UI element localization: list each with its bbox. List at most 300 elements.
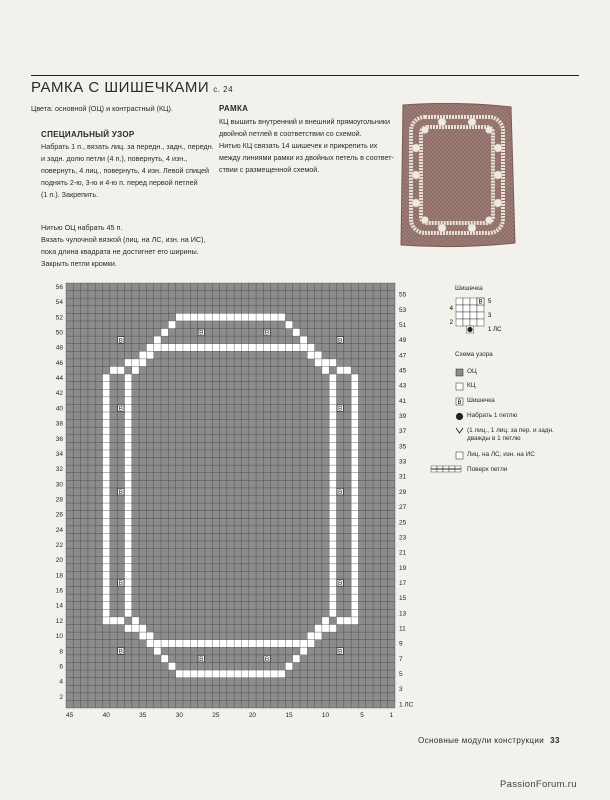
contrast-stitch-cell — [241, 640, 248, 648]
contrast-stitch-cell — [124, 488, 131, 496]
row-number-left: 52 — [55, 314, 63, 322]
contrast-stitch-cell — [205, 344, 212, 352]
contrast-stitch-cell — [315, 625, 322, 633]
contrast-stitch-cell — [190, 640, 197, 648]
contrast-stitch-cell — [293, 640, 300, 648]
contrast-stitch-cell — [124, 625, 131, 633]
legend-label-over-stitches: Поверх петли — [467, 466, 508, 473]
legend-label-increase — [467, 427, 554, 443]
bobble-mini-cell — [470, 305, 477, 312]
contrast-stitch-cell — [176, 670, 183, 678]
contrast-stitch-cell — [124, 541, 131, 549]
contrast-stitch-cell — [285, 344, 292, 352]
contrast-stitch-cell — [322, 366, 329, 374]
contrast-stitch-cell — [176, 640, 183, 648]
contrast-stitch-cell — [124, 579, 131, 587]
contrast-stitch-cell — [168, 640, 175, 648]
row-number-right: 49 — [399, 337, 407, 345]
contrast-stitch-cell — [329, 587, 336, 595]
title-text: РАМКА С ШИШЕЧКАМИ — [31, 79, 210, 96]
contrast-stitch-cell — [300, 344, 307, 352]
stitch-number-bottom: 1 — [389, 712, 394, 719]
contrast-stitch-cell — [329, 389, 336, 397]
frame-line: Нитью КЦ связать 14 шишечек и прикрепить их — [219, 141, 378, 150]
contrast-stitch-cell — [124, 511, 131, 519]
contrast-stitch-cell — [307, 351, 314, 359]
contrast-stitch-cell — [351, 503, 358, 511]
bobble-mini-cell — [463, 319, 470, 326]
contrast-stitch-cell — [220, 670, 227, 678]
knit-symbol-swatch — [456, 452, 463, 459]
contrast-stitch-cell — [161, 344, 168, 352]
row-number-right: 11 — [399, 625, 406, 633]
contrast-stitch-cell — [351, 579, 358, 587]
bobble-mini-cell — [463, 305, 470, 312]
contrast-stitch-cell — [103, 412, 110, 420]
contrast-stitch-cell — [351, 435, 358, 443]
row-number-left: 40 — [55, 405, 63, 413]
contrast-stitch-cell — [212, 670, 219, 678]
bobble-mini-cell — [456, 312, 463, 319]
contrast-stitch-cell — [103, 556, 110, 564]
contrast-stitch-cell — [183, 640, 190, 648]
contrast-stitch-cell — [329, 579, 336, 587]
contrast-stitch-cell — [103, 450, 110, 458]
contrast-stitch-cell — [300, 640, 307, 648]
bobble-legend-title: Шишечка — [455, 285, 483, 292]
contrast-stitch-cell — [351, 427, 358, 435]
contrast-stitch-cell — [315, 632, 322, 640]
legend-label-increase-line: дважды в 1 петлю — [467, 435, 521, 442]
contrast-stitch-cell — [329, 488, 336, 496]
bobble-mini-cell — [477, 319, 484, 326]
row-number-left: 44 — [55, 375, 63, 383]
contrast-stitch-cell — [329, 458, 336, 466]
contrast-stitch-cell — [146, 632, 153, 640]
contrast-stitch-cell — [351, 397, 358, 405]
contrast-stitch-cell — [103, 427, 110, 435]
row-number-right: 25 — [399, 519, 407, 527]
contrast-stitch-cell — [271, 670, 278, 678]
row-number-right: 29 — [399, 488, 407, 496]
row-number-left: 10 — [55, 633, 63, 641]
contrast-stitch-cell — [351, 458, 358, 466]
contrast-stitch-cell — [124, 389, 131, 397]
contrast-stitch-cell — [168, 321, 175, 329]
instruction-line: пока длина квадрата не достигнет его ширины. — [41, 247, 199, 256]
contrast-stitch-cell — [351, 602, 358, 610]
special-line: повернуть, 4 лиц., повернуть, 4 изн. Левой спицей — [41, 166, 210, 175]
contrast-stitch-cell — [103, 473, 110, 481]
bobble-mini-cell — [470, 319, 477, 326]
scheme-legend-title: Схема узора — [455, 351, 493, 358]
contrast-stitch-cell — [124, 587, 131, 595]
legend-label-cast-on: Набрать 1 петлю — [467, 412, 518, 419]
contrast-stitch-cell — [198, 640, 205, 648]
row-number-right: 13 — [399, 610, 407, 618]
contrast-stitch-cell — [212, 313, 219, 321]
legend-label-increase-line: (1 лиц., 1 лиц. за пер. и задн. — [467, 427, 554, 434]
bobble-row-label: 4 — [449, 306, 453, 313]
contrast-stitch-cell — [103, 571, 110, 579]
contrast-stitch-cell — [241, 670, 248, 678]
bobble-mark-label: B — [337, 489, 343, 497]
row-number-right: 27 — [399, 504, 407, 512]
contrast-stitch-cell — [249, 344, 256, 352]
row-number-left: 38 — [55, 420, 63, 428]
contrast-stitch-cell — [351, 526, 358, 534]
contrast-stitch-cell — [124, 397, 131, 405]
contrast-stitch-cell — [307, 640, 314, 648]
contrast-color-swatch — [456, 383, 463, 390]
contrast-stitch-cell — [132, 359, 139, 367]
bobble-mini-cell — [456, 305, 463, 312]
contrast-stitch-cell — [103, 480, 110, 488]
contrast-stitch-cell — [103, 617, 110, 625]
contrast-stitch-cell — [271, 640, 278, 648]
contrast-stitch-cell — [256, 670, 263, 678]
contrast-stitch-cell — [154, 344, 161, 352]
contrast-stitch-cell — [161, 655, 168, 663]
contrast-stitch-cell — [103, 496, 110, 504]
row-number-right: 53 — [399, 306, 407, 314]
contrast-stitch-cell — [351, 374, 358, 382]
contrast-stitch-cell — [103, 389, 110, 397]
stitch-number-bottom: 30 — [175, 712, 183, 719]
row-number-left: 46 — [55, 359, 63, 367]
contrast-stitch-cell — [198, 344, 205, 352]
contrast-stitch-cell — [263, 344, 270, 352]
cast-on-mini-icon — [467, 327, 472, 332]
special-line: поднять 2-ю, 3-ю и 4-ю п. перед первой петлей — [41, 178, 198, 187]
watermark: PassionForum.ru — [500, 779, 577, 790]
contrast-stitch-cell — [110, 366, 117, 374]
contrast-stitch-cell — [117, 366, 124, 374]
contrast-stitch-cell — [132, 366, 139, 374]
contrast-stitch-cell — [351, 488, 358, 496]
contrast-stitch-cell — [132, 625, 139, 633]
stitch-number-bottom: 20 — [248, 712, 257, 719]
contrast-stitch-cell — [351, 518, 358, 526]
contrast-stitch-cell — [322, 625, 329, 633]
colors-text: основной (ОЦ) и контрастный (КЦ). — [55, 104, 173, 113]
contrast-stitch-cell — [329, 427, 336, 435]
special-line: и задн. долю петли (4 п.), повернуть, 4 изн., — [41, 154, 188, 163]
contrast-stitch-cell — [124, 473, 131, 481]
stitch-number-bottom: 5 — [360, 712, 364, 719]
bobble-mini-cell — [477, 312, 484, 319]
bobble-mark-label: B — [118, 405, 124, 413]
row-number-left: 20 — [55, 557, 63, 565]
contrast-stitch-cell — [271, 313, 278, 321]
bobble-mark-label: B — [264, 656, 270, 664]
contrast-stitch-cell — [278, 640, 285, 648]
contrast-stitch-cell — [103, 549, 110, 557]
contrast-stitch-cell — [329, 564, 336, 572]
contrast-stitch-cell — [103, 587, 110, 595]
contrast-stitch-cell — [205, 313, 212, 321]
contrast-stitch-cell — [256, 344, 263, 352]
contrast-stitch-cell — [103, 397, 110, 405]
contrast-stitch-cell — [124, 503, 131, 511]
contrast-stitch-cell — [329, 526, 336, 534]
contrast-stitch-cell — [329, 397, 336, 405]
contrast-stitch-cell — [103, 435, 110, 443]
contrast-stitch-cell — [315, 351, 322, 359]
row-number-left: 22 — [55, 542, 63, 550]
row-number-left: 36 — [55, 435, 63, 443]
contrast-stitch-cell — [103, 526, 110, 534]
frame-line: двойной петлей в соответствии со схемой. — [219, 129, 362, 138]
bobble-mark-label: B — [199, 329, 204, 337]
contrast-stitch-cell — [344, 366, 351, 374]
contrast-stitch-cell — [139, 351, 146, 359]
contrast-stitch-cell — [124, 412, 131, 420]
contrast-stitch-cell — [249, 670, 256, 678]
increase-symbol — [456, 428, 463, 433]
bobble-mini-cell — [463, 298, 470, 305]
contrast-stitch-cell — [124, 556, 131, 564]
row-number-right: 15 — [399, 595, 407, 603]
contrast-stitch-cell — [278, 670, 285, 678]
contrast-stitch-cell — [124, 602, 131, 610]
contrast-stitch-cell — [110, 617, 117, 625]
contrast-stitch-cell — [351, 420, 358, 428]
contrast-stitch-cell — [329, 571, 336, 579]
contrast-stitch-cell — [103, 541, 110, 549]
row-number-left: 32 — [55, 466, 63, 474]
contrast-stitch-cell — [103, 609, 110, 617]
row-number-left: 16 — [55, 587, 63, 595]
bobble-mark-label: B — [337, 337, 343, 345]
contrast-stitch-cell — [190, 344, 197, 352]
contrast-stitch-cell — [256, 313, 263, 321]
row-number-right: 41 — [399, 397, 407, 405]
contrast-stitch-cell — [103, 374, 110, 382]
contrast-stitch-cell — [234, 313, 241, 321]
row-number-right: 43 — [399, 382, 407, 390]
page-number: 33 — [550, 736, 560, 745]
row-number-left: 34 — [55, 450, 63, 458]
contrast-stitch-cell — [212, 640, 219, 648]
bobble-mini-cell — [477, 305, 484, 312]
contrast-stitch-cell — [124, 420, 131, 428]
contrast-stitch-cell — [146, 344, 153, 352]
contrast-stitch-cell — [139, 625, 146, 633]
contrast-stitch-cell — [329, 594, 336, 602]
contrast-stitch-cell — [351, 594, 358, 602]
contrast-stitch-cell — [124, 480, 131, 488]
row-number-right: 3 — [399, 686, 403, 694]
row-number-right: 23 — [399, 534, 407, 542]
contrast-stitch-cell — [198, 313, 205, 321]
row-number-left: 28 — [55, 496, 63, 504]
stitch-number-bottom: 25 — [212, 712, 220, 719]
contrast-stitch-cell — [183, 344, 190, 352]
bobble-mini-symbol: B — [478, 299, 483, 306]
row-number-left: 56 — [55, 283, 63, 291]
contrast-stitch-cell — [154, 336, 161, 344]
contrast-stitch-cell — [351, 587, 358, 595]
contrast-stitch-cell — [329, 435, 336, 443]
contrast-stitch-cell — [103, 511, 110, 519]
bobble-mini-cell — [470, 298, 477, 305]
contrast-stitch-cell — [351, 473, 358, 481]
contrast-stitch-cell — [344, 617, 351, 625]
contrast-stitch-cell — [351, 465, 358, 473]
frame-line: ствии с размещенной схемой. — [219, 165, 320, 174]
contrast-stitch-cell — [351, 571, 358, 579]
row-number-right: 37 — [399, 428, 407, 436]
row-number-right: 39 — [399, 413, 407, 421]
frame-heading: РАМКА — [219, 104, 249, 113]
contrast-stitch-cell — [241, 344, 248, 352]
bobble-mini-cell — [470, 312, 477, 319]
contrast-stitch-cell — [351, 533, 358, 541]
contrast-stitch-cell — [205, 670, 212, 678]
contrast-stitch-cell — [146, 351, 153, 359]
contrast-stitch-cell — [234, 344, 241, 352]
contrast-stitch-cell — [103, 518, 110, 526]
contrast-stitch-cell — [234, 640, 241, 648]
bobble-mini-cell — [456, 319, 463, 326]
row-number-right: 7 — [399, 655, 403, 663]
contrast-stitch-cell — [168, 662, 175, 670]
footer-text: Основные модули конструкции — [418, 736, 545, 745]
contrast-stitch-cell — [351, 496, 358, 504]
contrast-stitch-cell — [146, 640, 153, 648]
contrast-stitch-cell — [329, 503, 336, 511]
contrast-stitch-cell — [124, 382, 131, 390]
main-color-swatch — [456, 369, 463, 376]
bobble-symbol-letter: B — [457, 400, 462, 406]
contrast-stitch-cell — [234, 670, 241, 678]
contrast-stitch-cell — [124, 359, 131, 367]
contrast-stitch-cell — [293, 329, 300, 337]
contrast-stitch-cell — [103, 420, 110, 428]
contrast-stitch-cell — [329, 496, 336, 504]
contrast-stitch-cell — [103, 382, 110, 390]
colors-label: Цвета: — [31, 104, 54, 113]
row-number-right: 55 — [399, 291, 407, 299]
contrast-stitch-cell — [329, 374, 336, 382]
contrast-stitch-cell — [329, 465, 336, 473]
contrast-stitch-cell — [329, 602, 336, 610]
cast-on-symbol — [456, 413, 463, 420]
contrast-stitch-cell — [124, 609, 131, 617]
contrast-stitch-cell — [351, 480, 358, 488]
contrast-stitch-cell — [154, 647, 161, 655]
contrast-stitch-cell — [351, 549, 358, 557]
row-number-right: 21 — [399, 549, 407, 557]
contrast-stitch-cell — [103, 579, 110, 587]
row-number-right: 45 — [399, 367, 407, 375]
contrast-stitch-cell — [205, 640, 212, 648]
contrast-stitch-cell — [190, 313, 197, 321]
stitch-number-bottom: 40 — [102, 712, 110, 719]
contrast-stitch-cell — [220, 313, 227, 321]
contrast-stitch-cell — [139, 632, 146, 640]
contrast-stitch-cell — [293, 344, 300, 352]
contrast-stitch-cell — [124, 564, 131, 572]
contrast-stitch-cell — [227, 344, 234, 352]
contrast-stitch-cell — [285, 321, 292, 329]
contrast-stitch-cell — [161, 329, 168, 337]
contrast-stitch-cell — [103, 503, 110, 511]
row-number-right: 5 — [399, 671, 403, 679]
contrast-stitch-cell — [168, 344, 175, 352]
contrast-stitch-cell — [124, 458, 131, 466]
contrast-stitch-cell — [307, 632, 314, 640]
legend-label-contrast-color: КЦ — [467, 382, 476, 389]
contrast-stitch-cell — [263, 640, 270, 648]
contrast-stitch-cell — [124, 526, 131, 534]
row-number-left: 54 — [55, 299, 63, 307]
title-page-ref: с. 24 — [213, 85, 234, 94]
contrast-stitch-cell — [307, 344, 314, 352]
contrast-stitch-cell — [220, 640, 227, 648]
contrast-stitch-cell — [263, 313, 270, 321]
contrast-stitch-cell — [351, 442, 358, 450]
row-number-left: 26 — [55, 511, 63, 519]
contrast-stitch-cell — [227, 670, 234, 678]
row-number-left: 18 — [55, 572, 63, 580]
contrast-stitch-cell — [351, 609, 358, 617]
row-number-right: 1 ЛС — [399, 701, 414, 709]
instruction-line: Закрыть петли кромки. — [41, 259, 117, 268]
contrast-stitch-cell — [271, 344, 278, 352]
contrast-stitch-cell — [263, 670, 270, 678]
contrast-stitch-cell — [183, 313, 190, 321]
contrast-stitch-cell — [351, 556, 358, 564]
contrast-stitch-cell — [285, 640, 292, 648]
contrast-stitch-cell — [124, 549, 131, 557]
frame-line: между линиями рамки из двойных петель в соответ- — [219, 153, 394, 162]
contrast-stitch-cell — [351, 389, 358, 397]
contrast-stitch-cell — [124, 435, 131, 443]
contrast-stitch-cell — [337, 366, 344, 374]
row-number-left: 6 — [59, 663, 63, 671]
contrast-stitch-cell — [351, 541, 358, 549]
row-number-right: 51 — [399, 321, 407, 329]
contrast-stitch-cell — [329, 518, 336, 526]
contrast-stitch-cell — [124, 450, 131, 458]
bobble-mini-cell — [463, 312, 470, 319]
legend-label-knit: Лиц. на ЛС, изн. на ИС — [467, 451, 535, 458]
contrast-stitch-cell — [117, 617, 124, 625]
bobble-mark-label: B — [118, 648, 124, 656]
stitch-number-bottom: 15 — [285, 712, 293, 719]
contrast-stitch-cell — [176, 344, 183, 352]
row-number-right: 19 — [399, 564, 407, 572]
contrast-stitch-cell — [249, 313, 256, 321]
contrast-stitch-cell — [351, 382, 358, 390]
contrast-stitch-cell — [329, 625, 336, 633]
bobble-mark-label: B — [337, 580, 343, 588]
legend-label-main-color: ОЦ — [467, 368, 477, 375]
contrast-stitch-cell — [124, 465, 131, 473]
contrast-stitch-cell — [124, 374, 131, 382]
contrast-stitch-cell — [161, 640, 168, 648]
contrast-stitch-cell — [351, 617, 358, 625]
contrast-stitch-cell — [249, 640, 256, 648]
contrast-stitch-cell — [329, 442, 336, 450]
contrast-stitch-cell — [329, 420, 336, 428]
contrast-stitch-cell — [103, 404, 110, 412]
contrast-stitch-cell — [351, 511, 358, 519]
contrast-stitch-cell — [124, 571, 131, 579]
contrast-stitch-cell — [103, 602, 110, 610]
